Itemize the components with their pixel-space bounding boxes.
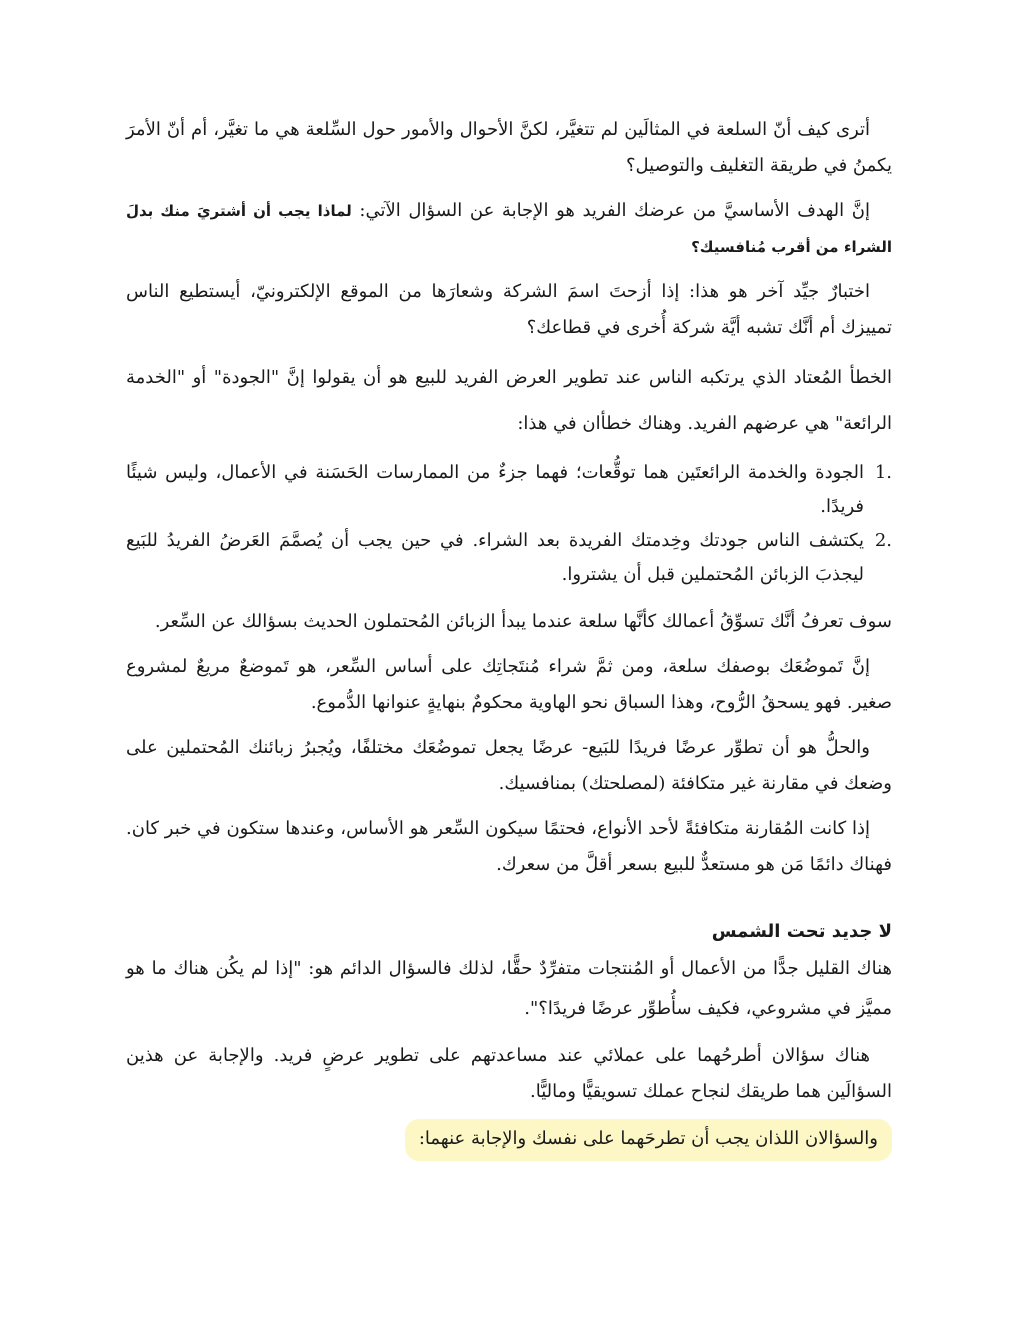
list-item — [126, 524, 892, 592]
paragraph-main-goal-lead: إنَّ الهدف الأساسيَّ من عرضك الفريد هو الإجابة عن السؤال الآتي: — [351, 200, 870, 221]
mistakes-list — [126, 456, 892, 592]
paragraph-two-questions: هناك سؤالان أطرحُهما على عملائي عند مساعدتهم على تطوير عرضٍ فريد. والإجابة عن هذين السؤالَين هما طريقك لنجاح عملك تسويقيًّا وماليًّا. — [126, 1045, 892, 1102]
list-item — [126, 456, 892, 524]
paragraph-main-goal — [126, 193, 892, 265]
list-item-number: 1. — [874, 462, 892, 483]
list-item-text: الجودة والخدمة الرائعتَين هما توقُّعات؛ فهما جزءٌ من الممارسات الحَسَنة في الأعمال، وليس شيئًا فريدًا. — [126, 462, 865, 517]
document-page — [126, 112, 892, 1161]
paragraph-equal-comparison: إذا كانت المُقارنة متكافئةً لأحد الأنواع، فحتمًا سيكون السِّعر هو الأساس، وعندها ستكون في خبر كان. فهناك دائمًا مَن هو مستعدٌّ للبيع بسعر أقلَّ من سعرك. — [126, 818, 892, 875]
paragraph-logo-test: اختبارٌ جيِّد آخر هو هذا: إذا أزحتَ اسمَ الشركة وشعارَها من الموقع الإلكترونيّ، أيستطيع الناس تمييزك أم أنَّك تشبه أيَّة شركة أُخرى في قطاعك؟ — [126, 281, 892, 338]
callout-wrapper — [126, 1119, 892, 1161]
paragraph-common-mistake: الخطأ المُعتاد الذي يرتكبه الناس عند تطوير العرض الفريد للبيع هو أن يقولوا إنَّ "الجودة" أو "الخدمة الرائعة" هي عرضهم الفريد. وهناك خطأان في هذا: — [126, 367, 892, 434]
paragraph-commodity-positioning: إنَّ تَموضُعَك بوصفك سلعة، ومن ثمَّ شراء مُنتَجاتِك على أساس السِّعر، هو تَموضعٌ مريعٌ لمشروع صغير. فهو يسحقُ الرُّوح، وهذا السباق نحو الهاوية محكومٌ بنهايةٍ عنوانها الدُّموع. — [126, 656, 892, 713]
list-item-number: 2. — [874, 530, 892, 551]
highlighted-callout: والسؤالان اللذان يجب أن تطرحَهما على نفسك والإجابة عنهما: — [405, 1119, 892, 1161]
paragraph-few-unique: هناك القليل جدًّا من الأعمال أو المُنتجات متفرِّدٌ حقًّا، لذلك فالسؤال الدائم هو: "إذا لم يكُن هناك ما هو مميَّز في مشروعي، فكيف سأُطوِّر عرضًا فريدًا؟". — [126, 958, 892, 1019]
list-item-text: يكتشف الناس جودتك وخِدمتك الفريدة بعد الشراء. في حين يجب أن يُصمَّمَ العَرضُ الفريدُ للبَيع ليجذبَ الزبائن المُحتملين قبل أن يشتروا. — [126, 530, 864, 585]
section-heading: لا جديد تحت الشمس — [711, 921, 892, 942]
paragraph-commodity-question: أترى كيف أنّ السلعة في المثالَين لم تتغيَّر، لكنَّ الأحوال والأمور حول السِّلعة هي ما تغيَّر، أم أنّ الأمرَ يكمنُ في طريقة التغليف والتوصيل؟ — [126, 119, 892, 176]
paragraph-solution: والحلُّ هو أن تطوِّر عرضًا فريدًا للبَيع- عرضًا يجعل تموضُعَك مختلفًا، ويُجبرُ زبائنك المُحتملين على وضعك في مقارنة غير متكافئة (لمصلحتك) بمنافسيك. — [126, 737, 892, 794]
key-question-text: لماذا يجب أن أشتريَ منك بدلَ الشراء من أقرب مُنافسيك؟ — [126, 202, 892, 256]
paragraph-price-signal: سوف تعرفُ أنَّك تسوِّقُ أعمالك كأنَّها سلعة عندما يبدأ الزبائن المُحتملون الحديث بسؤالك عن السِّعر. — [154, 611, 892, 632]
